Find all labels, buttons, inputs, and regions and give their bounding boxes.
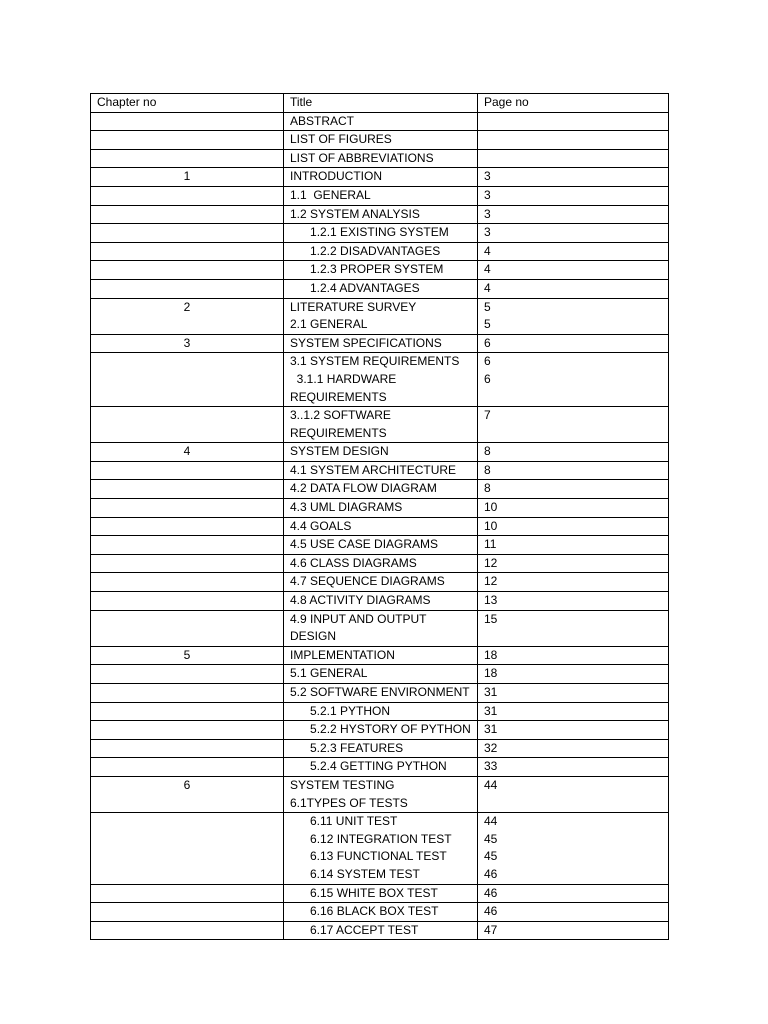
- page-number: 45: [484, 849, 498, 864]
- page-number: 10: [484, 518, 498, 533]
- section-title: 5.1 GENERAL: [290, 666, 368, 681]
- page-number-cell: [478, 480, 669, 499]
- section-title-cell: [284, 721, 478, 740]
- section-title: 4.2 DATA FLOW DIAGRAM: [290, 481, 437, 496]
- section-title-cell: [284, 149, 478, 168]
- header-row: [91, 94, 669, 113]
- page-number-cell: [478, 443, 669, 462]
- section-title-cell: [284, 461, 478, 480]
- table-row: [91, 702, 669, 721]
- page-number: 6: [484, 371, 491, 386]
- page-number-cell: [478, 149, 669, 168]
- section-title: 1.2.3 PROPER SYSTEM: [290, 262, 444, 277]
- chapter-number: [91, 499, 284, 518]
- table-row: [91, 554, 669, 573]
- chapter-number: 1: [91, 168, 284, 187]
- page-number-cell: [478, 610, 669, 646]
- section-title: 3.1.1 HARDWARE REQUIREMENTS: [290, 371, 400, 404]
- page-number-cell: [478, 776, 669, 812]
- section-title-cell: [284, 921, 478, 940]
- page-number: 4: [484, 280, 491, 295]
- section-title-cell: [284, 610, 478, 646]
- page-number-cell: [478, 573, 669, 592]
- section-title: 4.3 UML DIAGRAMS: [290, 500, 403, 515]
- section-title: 5.2.1 PYTHON: [290, 703, 391, 718]
- page-number: 47: [484, 922, 498, 937]
- section-title: 1.2 SYSTEM ANALYSIS: [290, 206, 420, 221]
- section-title: 1.2.2 DISADVANTAGES: [290, 243, 441, 258]
- section-title: 4.6 CLASS DIAGRAMS: [290, 555, 417, 570]
- page-number-cell: [478, 224, 669, 243]
- chapter-number: [91, 131, 284, 150]
- page-number: 5: [484, 299, 491, 314]
- table-row: [91, 921, 669, 940]
- section-title-cell: [284, 573, 478, 592]
- section-title-cell: [284, 168, 478, 187]
- section-title-cell: [284, 443, 478, 462]
- contents-table-body: [91, 94, 669, 940]
- table-row: [91, 224, 669, 243]
- chapter-number: [91, 186, 284, 205]
- chapter-header: Chapter no: [91, 94, 284, 113]
- chapter-number: 6: [91, 776, 284, 812]
- page-number-cell: [478, 903, 669, 922]
- section-title: LIST OF ABBREVIATIONS: [290, 150, 434, 165]
- chapter-number: [91, 112, 284, 131]
- page-number-cell: [478, 298, 669, 334]
- table-row: [91, 461, 669, 480]
- page-number: 5: [484, 317, 491, 332]
- page-number: 8: [484, 462, 491, 477]
- section-title-cell: [284, 665, 478, 684]
- section-title-cell: [284, 758, 478, 777]
- page-number-cell: [478, 168, 669, 187]
- chapter-number: [91, 407, 284, 443]
- table-row: [91, 334, 669, 353]
- chapter-number: [91, 461, 284, 480]
- table-row: [91, 186, 669, 205]
- table-row: [91, 884, 669, 903]
- page-number: 44: [484, 777, 498, 792]
- chapter-number: [91, 921, 284, 940]
- page-number: 46: [484, 885, 498, 900]
- chapter-number: [91, 536, 284, 555]
- table-row: [91, 443, 669, 462]
- page-number-cell: [478, 721, 669, 740]
- section-title: 3..1.2 SOFTWARE REQUIREMENTS: [290, 408, 395, 440]
- section-title: 1.1 GENERAL: [290, 187, 371, 202]
- section-title: 6.11 UNIT TEST: [290, 814, 398, 829]
- section-title-cell: [284, 776, 478, 812]
- page-number-cell: [478, 334, 669, 353]
- chapter-number: 3: [91, 334, 284, 353]
- page-number: 32: [484, 740, 498, 755]
- table-row: [91, 279, 669, 298]
- page-number-cell: [478, 592, 669, 611]
- section-title: 4.9 INPUT AND OUTPUT DESIGN: [290, 611, 430, 644]
- page-number: 8: [484, 444, 491, 459]
- section-title-cell: [284, 279, 478, 298]
- table-row: [91, 610, 669, 646]
- chapter-number: [91, 554, 284, 573]
- table-row: [91, 517, 669, 536]
- page-number-cell: [478, 353, 669, 407]
- chapter-number: [91, 224, 284, 243]
- chapter-number: [91, 721, 284, 740]
- page-number-cell: [478, 461, 669, 480]
- table-row: [91, 168, 669, 187]
- table-row: [91, 684, 669, 703]
- section-title: 6.13 FUNCTIONAL TEST: [290, 849, 447, 864]
- chapter-number: [91, 702, 284, 721]
- page-number-cell: [478, 499, 669, 518]
- page-number: 11: [484, 537, 497, 552]
- chapter-number: [91, 353, 284, 407]
- section-title: 2.1 GENERAL: [290, 317, 368, 332]
- section-title: 6.15 WHITE BOX TEST: [290, 885, 438, 900]
- section-title: 5.2.2 HYSTORY OF PYTHON: [290, 722, 471, 737]
- page-number-cell: [478, 739, 669, 758]
- chapter-number: [91, 261, 284, 280]
- page-number: 31: [484, 722, 498, 737]
- chapter-number: [91, 149, 284, 168]
- section-title: 4.5 USE CASE DIAGRAMS: [290, 537, 439, 552]
- section-title: 5.2.3 FEATURES: [290, 740, 404, 755]
- chapter-number: [91, 573, 284, 592]
- section-title: SYSTEM DESIGN: [290, 444, 389, 459]
- table-row: [91, 592, 669, 611]
- section-title-cell: [284, 884, 478, 903]
- page-number: 3: [484, 169, 491, 184]
- page-number-cell: [478, 665, 669, 684]
- page-number: 12: [484, 555, 498, 570]
- page-number: 44: [484, 814, 498, 829]
- section-title-cell: [284, 242, 478, 261]
- table-row: [91, 813, 669, 884]
- page-number-cell: [478, 758, 669, 777]
- page-number: 8: [484, 481, 491, 496]
- section-title-cell: [284, 739, 478, 758]
- section-title: LITERATURE SURVEY: [290, 299, 417, 314]
- chapter-number: [91, 758, 284, 777]
- chapter-number: [91, 279, 284, 298]
- section-title-cell: [284, 224, 478, 243]
- page-number-cell: [478, 186, 669, 205]
- chapter-number: 4: [91, 443, 284, 462]
- table-row: [91, 149, 669, 168]
- section-title: SYSTEM SPECIFICATIONS: [290, 335, 442, 350]
- table-row: [91, 739, 669, 758]
- page-number: 12: [484, 574, 498, 589]
- chapter-number: 2: [91, 298, 284, 334]
- page-number: 13: [484, 593, 498, 608]
- table-row: [91, 646, 669, 665]
- section-title-cell: [284, 536, 478, 555]
- table-row: [91, 298, 669, 334]
- page-header: Page no: [478, 94, 669, 113]
- section-title: 5.2.4 GETTING PYTHON: [290, 759, 447, 774]
- page-number-cell: [478, 702, 669, 721]
- page-number: 6: [484, 354, 491, 369]
- table-row: [91, 776, 669, 812]
- page-number: 18: [484, 647, 498, 662]
- page-number: 18: [484, 666, 498, 681]
- table-row: [91, 665, 669, 684]
- section-title: 6.14 SYSTEM TEST: [290, 866, 420, 881]
- table-row: [91, 903, 669, 922]
- section-title-cell: [284, 592, 478, 611]
- section-title-cell: [284, 353, 478, 407]
- page-number-cell: [478, 684, 669, 703]
- page-number: 4: [484, 262, 491, 277]
- chapter-number: [91, 813, 284, 884]
- table-row: [91, 536, 669, 555]
- page-number-cell: [478, 279, 669, 298]
- page-number-cell: [478, 884, 669, 903]
- page-number-cell: [478, 205, 669, 224]
- section-title: 4.8 ACTIVITY DIAGRAMS: [290, 593, 431, 608]
- section-title-cell: [284, 480, 478, 499]
- page-number: 15: [484, 611, 498, 626]
- section-title-cell: [284, 186, 478, 205]
- table-row: [91, 261, 669, 280]
- chapter-number: [91, 684, 284, 703]
- section-title: IMPLEMENTATION: [290, 647, 395, 662]
- section-title: 4.1 SYSTEM ARCHITECTURE: [290, 462, 457, 477]
- page-number: 10: [484, 500, 498, 515]
- page-number: 31: [484, 685, 498, 699]
- section-title-cell: [284, 407, 478, 443]
- page-number-cell: [478, 112, 669, 131]
- section-title-cell: [284, 298, 478, 334]
- section-title: 3.1 SYSTEM REQUIREMENTS: [290, 354, 460, 369]
- chapter-number: 5: [91, 646, 284, 665]
- chapter-number: [91, 739, 284, 758]
- page-number-cell: [478, 536, 669, 555]
- chapter-number: [91, 610, 284, 646]
- section-title-cell: [284, 261, 478, 280]
- page-number: 46: [484, 866, 498, 881]
- section-title: ABSTRACT: [290, 113, 355, 128]
- chapter-number: [91, 884, 284, 903]
- chapter-number: [91, 205, 284, 224]
- section-title: 5.2 SOFTWARE ENVIRONMENT: [290, 685, 470, 699]
- chapter-number: [91, 665, 284, 684]
- page-number: 6: [484, 335, 491, 350]
- page-number: 46: [484, 904, 498, 919]
- section-title: 4.7 SEQUENCE DIAGRAMS: [290, 574, 445, 589]
- page-number: 3: [484, 225, 491, 240]
- section-title-cell: [284, 702, 478, 721]
- table-row: [91, 112, 669, 131]
- page-number: 45: [484, 831, 498, 846]
- section-title: 1.2.1 EXISTING SYSTEM: [290, 225, 449, 240]
- section-title-cell: [284, 684, 478, 703]
- section-title-cell: [284, 205, 478, 224]
- section-title: SYSTEM TESTING: [290, 777, 395, 792]
- chapter-number: [91, 242, 284, 261]
- chapter-number: [91, 517, 284, 536]
- table-row: [91, 721, 669, 740]
- section-title-cell: [284, 903, 478, 922]
- table-row: [91, 573, 669, 592]
- table-row: [91, 499, 669, 518]
- contents-table: [90, 93, 669, 940]
- chapter-number: [91, 592, 284, 611]
- section-title-cell: [284, 131, 478, 150]
- table-row: [91, 205, 669, 224]
- section-title: 4.4 GOALS: [290, 518, 352, 533]
- page-number-cell: [478, 407, 669, 443]
- section-title: 6.12 INTEGRATION TEST: [290, 831, 452, 846]
- section-title-cell: [284, 499, 478, 518]
- chapter-number: [91, 480, 284, 499]
- page-number: 7: [484, 408, 491, 423]
- title-header: Title: [284, 94, 478, 113]
- section-title-cell: [284, 112, 478, 131]
- page-number: 3: [484, 206, 491, 221]
- section-title: 1.2.4 ADVANTAGES: [290, 280, 420, 295]
- table-row: [91, 758, 669, 777]
- page-number-cell: [478, 921, 669, 940]
- section-title: 6.17 ACCEPT TEST: [290, 922, 419, 937]
- page-number: 3: [484, 187, 491, 202]
- table-row: [91, 353, 669, 407]
- table-row: [91, 407, 669, 443]
- section-title-cell: [284, 813, 478, 884]
- section-title-cell: [284, 517, 478, 536]
- section-title: 6.1TYPES OF TESTS: [290, 795, 408, 810]
- section-title-cell: [284, 554, 478, 573]
- page-number-cell: [478, 646, 669, 665]
- page-number-cell: [478, 517, 669, 536]
- page-number-cell: [478, 261, 669, 280]
- section-title: INTRODUCTION: [290, 169, 382, 184]
- page-number-cell: [478, 554, 669, 573]
- page-number-cell: [478, 242, 669, 261]
- section-title: LIST OF FIGURES: [290, 132, 392, 147]
- page-number: 4: [484, 243, 491, 258]
- chapter-number: [91, 903, 284, 922]
- page-number: 33: [484, 759, 498, 774]
- page-number-cell: [478, 813, 669, 884]
- section-title: 6.16 BLACK BOX TEST: [290, 904, 439, 919]
- table-row: [91, 131, 669, 150]
- section-title-cell: [284, 334, 478, 353]
- page-number: 31: [484, 703, 498, 718]
- section-title-cell: [284, 646, 478, 665]
- page-number-cell: [478, 131, 669, 150]
- table-row: [91, 480, 669, 499]
- table-row: [91, 242, 669, 261]
